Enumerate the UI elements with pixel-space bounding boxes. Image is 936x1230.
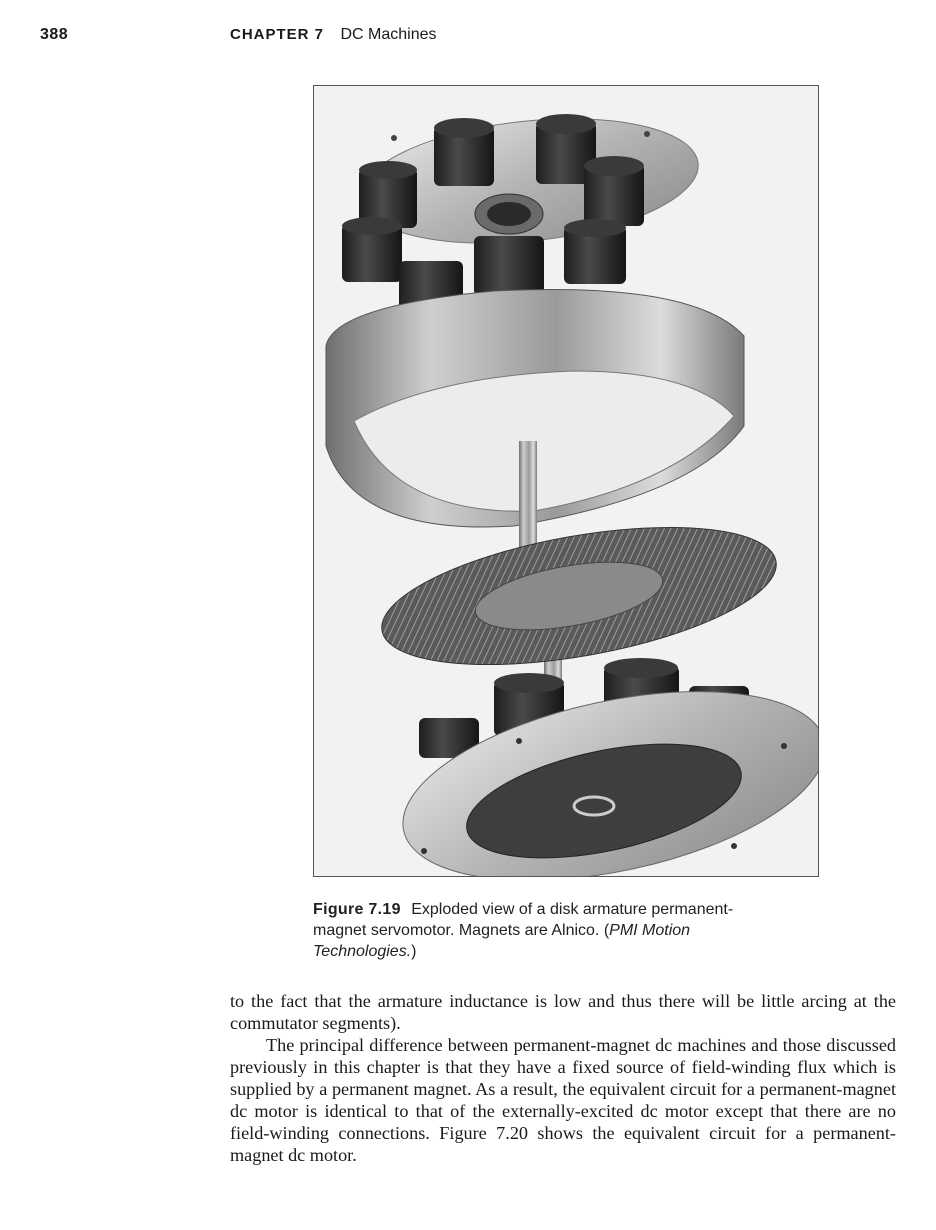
figure-label: Figure 7.19 (313, 901, 401, 918)
body-text (230, 990, 896, 1166)
figure-photo (313, 85, 819, 877)
paragraph-continued: to the fact that the armature inductance is low and thus there will be little arcing at the commutator segments). (230, 991, 896, 1033)
chapter-label: CHAPTER 7 (230, 26, 325, 43)
figure-caption (313, 899, 783, 962)
caption-credit: PMI Motion Technologies. (313, 922, 691, 960)
caption-end: ) (411, 943, 417, 960)
chapter-title: DC Machines (340, 26, 437, 43)
page-number: 388 (40, 26, 69, 43)
paragraph: The principal difference between permanent-magnet dc machines and those discussed previously in this chapter is that they have a fixed source of field-winding flux which is supplied by a permanent magnet. As a result, the equivalent circuit for a permanent-magnet dc motor is identical to that of the externally-excited dc motor except that there are no field-winding connections. Figure 7.20 shows the equivalent circuit for a permanent-magnet dc motor. (230, 1035, 896, 1165)
running-head (230, 26, 437, 44)
caption-text: Exploded view of a disk armature permanent-magnet servomotor. Magnets are Alnico. ( (313, 901, 734, 939)
